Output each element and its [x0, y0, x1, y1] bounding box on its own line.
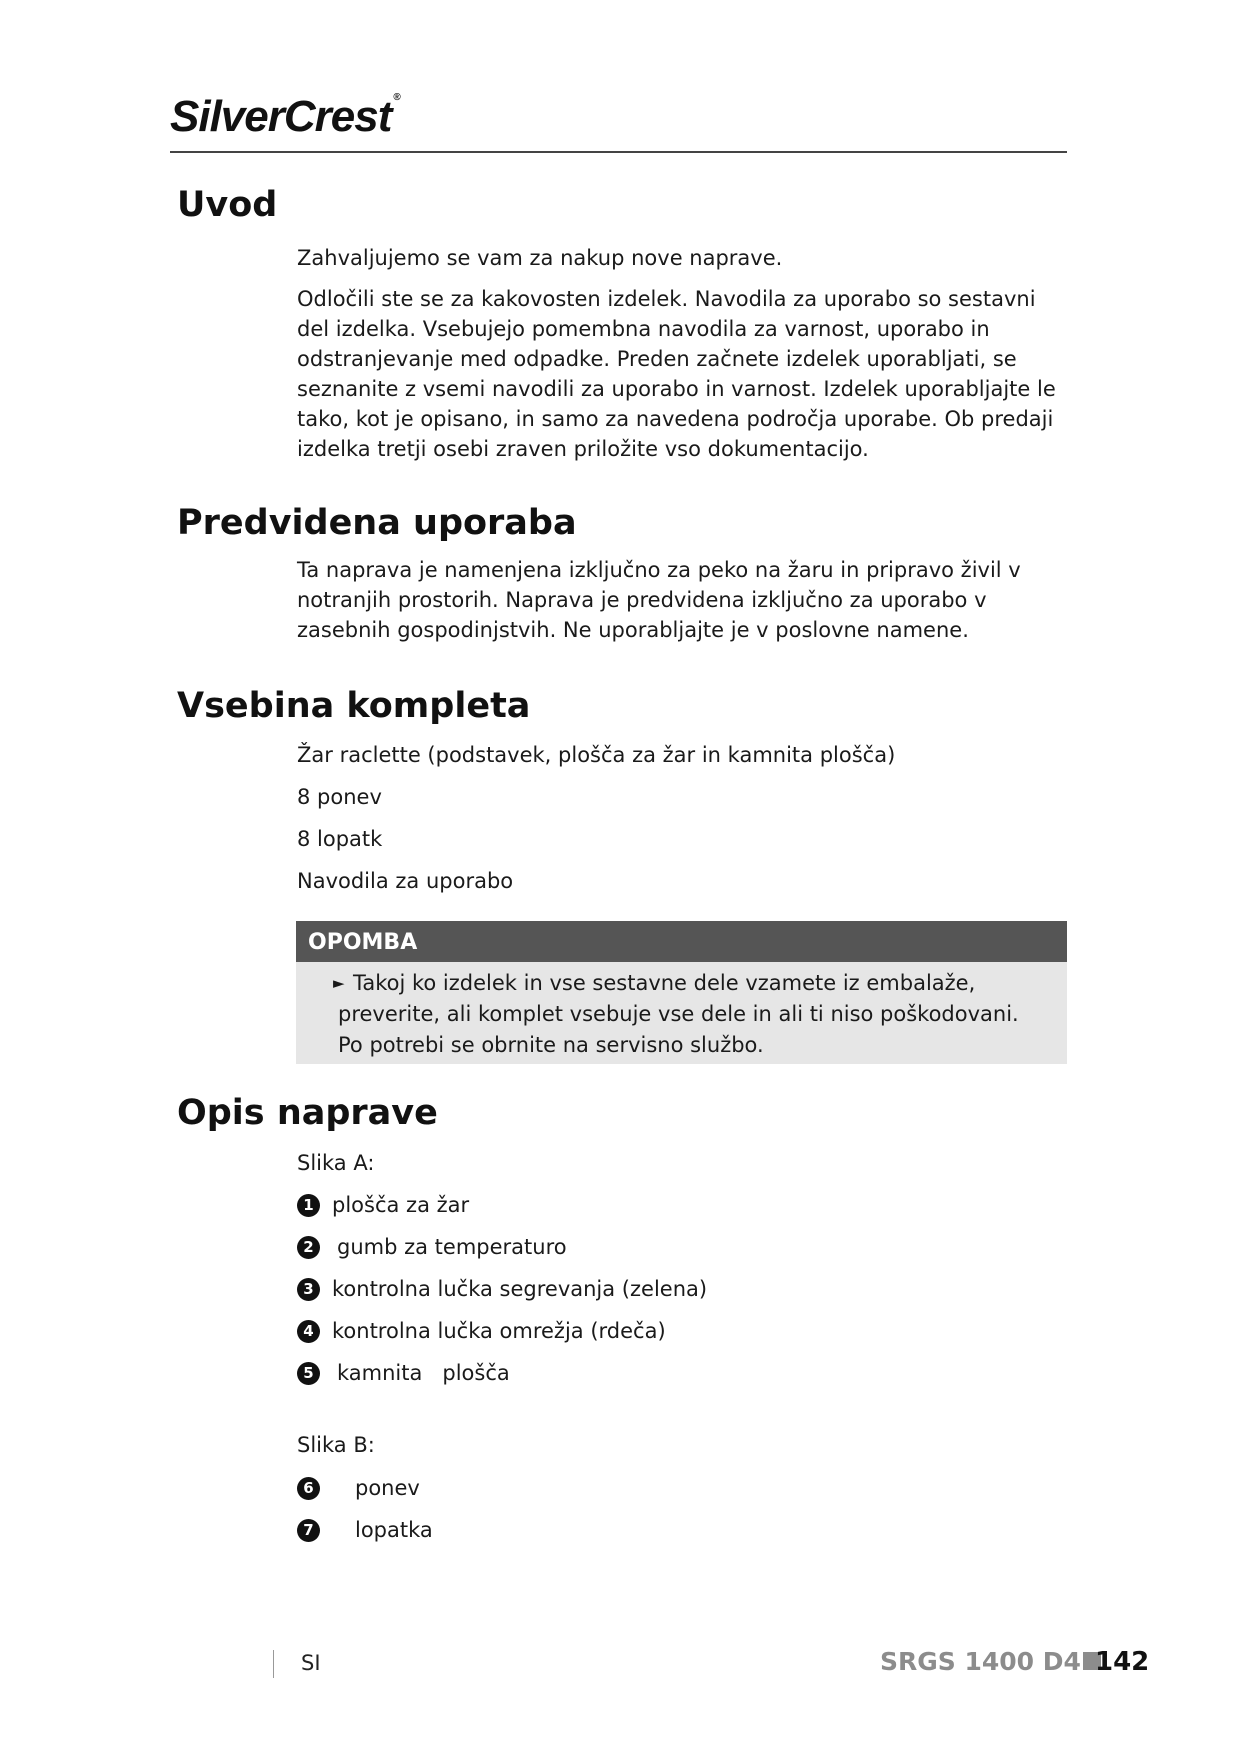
- footer-model-text: SRGS 1400 D4: [880, 1647, 1081, 1676]
- part-label: plošča za žar: [332, 1193, 470, 1217]
- brand-logo: [170, 92, 400, 142]
- footer-divider: [273, 1650, 274, 1678]
- part-number-badge: 3: [297, 1278, 320, 1301]
- footer-model: [880, 1646, 1101, 1678]
- figure-b-label: Slika B:: [297, 1433, 375, 1457]
- part-number-badge: 6: [297, 1477, 320, 1500]
- part-item: [297, 1274, 707, 1304]
- predvidena-body: Ta naprava je namenjena izključno za peko na žaru in pripravo živil v notranjih prostorih. Naprava je predvidena izključno za uporabo v zasebnih gospodinjstvih. Ne uporabljajte je v poslovne namene.: [297, 558, 1021, 642]
- contents-item: Žar raclette (podstavek, plošča za žar in kamnita plošča): [297, 743, 896, 767]
- part-number-badge: 2: [297, 1236, 320, 1259]
- part-item: [297, 1232, 567, 1262]
- part-item: [297, 1515, 433, 1545]
- section-title-opis-naprave: Opis naprave: [177, 1093, 438, 1133]
- part-label: kontrolna lučka omrežja (rdeča): [332, 1319, 666, 1343]
- note-text: Takoj ko izdelek in vse sestavne dele vzamete iz embalaže, preverite, ali komplet vsebuje vse dele in ali ti niso poškodovani. Po potrebi se obrnite na servisno službo.: [338, 971, 1019, 1057]
- section-title-vsebina-kompleta: Vsebina kompleta: [177, 686, 531, 726]
- part-item: [297, 1190, 469, 1220]
- brand-name: SilverCrest: [170, 92, 392, 141]
- part-label: gumb za temperaturo: [337, 1235, 567, 1259]
- part-item: [297, 1316, 666, 1346]
- contents-item: 8 lopatk: [297, 827, 383, 851]
- part-item: [297, 1358, 510, 1388]
- figure-a-label: Slika A:: [297, 1151, 375, 1175]
- part-label: lopatka: [355, 1518, 433, 1542]
- part-number-badge: 4: [297, 1320, 320, 1343]
- registered-mark: ®: [393, 92, 400, 103]
- uvod-intro: Zahvaljujemo se vam za nakup nove naprave.: [297, 246, 783, 270]
- contents-item: 8 ponev: [297, 785, 382, 809]
- section-title-predvidena-uporaba: Predvidena uporaba: [177, 503, 577, 543]
- header-divider: [170, 151, 1067, 153]
- note-heading: OPOMBA: [296, 921, 1067, 962]
- footer-language: SI: [301, 1651, 321, 1675]
- part-label: kamnita plošča: [337, 1361, 510, 1385]
- uvod-body: Odločili ste se za kakovosten izdelek. Navodila za uporabo so sestavni del izdelka. Vsebujejo pomembna navodila za varnost, uporabo in odstranjevanje med odpadke. Preden začnete izdelek uporabljati, se seznanite z vsemi navodili za uporabo in varnost. Izdelek uporabljajte le tako, kot je opisano, in samo za navedena področja uporabe. Ob predaji izdelka tretji osebi zraven priložite vso dokumentacijo.: [297, 287, 1056, 461]
- part-item: [297, 1473, 420, 1503]
- triangle-bullet-icon: ►: [333, 974, 345, 992]
- part-label: ponev: [355, 1476, 420, 1500]
- section-title-uvod: Uvod: [177, 185, 278, 225]
- part-number-badge: 5: [297, 1362, 320, 1385]
- note-body: [296, 962, 1067, 1061]
- note-box: [296, 921, 1067, 1064]
- part-label: kontrolna lučka segrevanja (zelena): [332, 1277, 708, 1301]
- contents-item: Navodila za uporabo: [297, 869, 514, 893]
- part-number-badge: 7: [297, 1519, 320, 1542]
- page-number: 142: [1095, 1647, 1150, 1677]
- part-number-badge: 1: [297, 1194, 320, 1217]
